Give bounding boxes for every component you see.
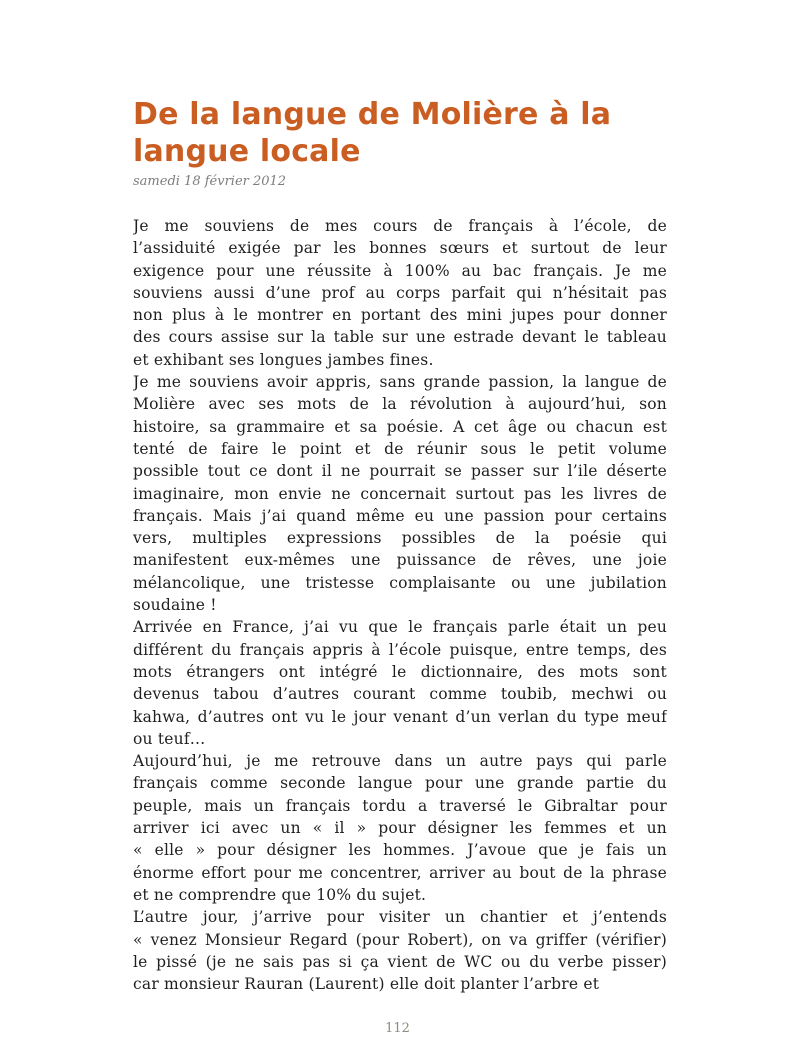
text-line: manifestent eux-mêmes une puissance de rêves, une joie xyxy=(133,551,667,570)
paragraph xyxy=(133,616,667,750)
text-line: imaginaire, mon envie ne concernait surtout pas les livres de xyxy=(133,484,667,503)
paragraph xyxy=(133,215,667,371)
text-line: Je me souviens de mes cours de français à l’école, de xyxy=(133,217,667,235)
text-line: français. Mais j’ai quand même eu une passion pour certains xyxy=(133,506,667,525)
page-number: 112 xyxy=(385,1021,410,1036)
page-content xyxy=(133,96,667,995)
text-line: soudaine ! xyxy=(133,596,217,615)
paragraph xyxy=(133,750,667,906)
text-line: énorme effort pour me concentrer, arriver au bout de la phrase xyxy=(133,863,667,882)
text-line: Aujourd’hui, je me retrouve dans un autre pays qui parle xyxy=(133,752,667,771)
text-line: devenus tabou d’autres courant comme toubib, mechwi ou xyxy=(133,685,667,704)
text-line: vers, multiples expressions possibles de la poésie qui xyxy=(133,529,667,548)
text-line: Je me souviens avoir appris, sans grande passion, la langue de xyxy=(133,373,667,392)
paragraph xyxy=(133,906,667,995)
text-line: mots étrangers ont intégré le dictionnaire, des mots sont xyxy=(133,662,667,681)
text-line: et exhibant ses longues jambes fines. xyxy=(133,350,434,369)
text-line: non plus à le montrer en portant des mini jupes pour donner xyxy=(133,306,667,325)
text-line: peuple, mais un français tordu a traversé le Gibraltar pour xyxy=(133,796,667,815)
text-line: histoire, sa grammaire et sa poésie. A cet âge ou chacun est xyxy=(133,417,667,436)
text-line: des cours assise sur la table sur une estrade devant le tableau xyxy=(133,328,667,347)
text-line: et ne comprendre que 10% du sujet. xyxy=(133,885,427,904)
text-line: exigence pour une réussite à 100% au bac français. Je me xyxy=(133,261,667,280)
text-line: le pissé (je ne sais pas si ça vient de WC ou du verbe pisser) xyxy=(133,952,667,971)
post-date: samedi 18 février 2012 xyxy=(133,174,287,189)
page-title: De la langue de Molière à la langue locale xyxy=(133,97,612,169)
text-line: mélancolique, une tristesse complaisante ou une jubilation xyxy=(133,573,667,592)
text-line: car monsieur Rauran (Laurent) elle doit planter l’arbre et xyxy=(133,975,600,994)
text-line: « venez Monsieur Regard (pour Robert), on va griffer (vérifier) xyxy=(133,930,667,949)
text-line: souviens aussi d’une prof au corps parfait qui n’hésitait pas xyxy=(133,283,667,302)
text-line: Molière avec ses mots de la révolution à aujourd’hui, son xyxy=(133,395,667,414)
text-line: tenté de faire le point et de réunir sous le petit volume xyxy=(133,439,667,458)
article-body xyxy=(133,215,667,995)
text-line: « elle » pour désigner les hommes. J’avoue que je fais un xyxy=(133,841,667,860)
text-line: différent du français appris à l’école puisque, entre temps, des xyxy=(133,640,667,659)
text-line: l’assiduité exigée par les bonnes sœurs et surtout de leur xyxy=(133,239,667,258)
text-line: possible tout ce dont il ne pourrait se passer sur l’ile déserte xyxy=(133,462,667,481)
text-line: ou teuf… xyxy=(133,729,206,748)
text-line: kahwa, d’autres ont vu le jour venant d’un verlan du type meuf xyxy=(133,707,667,726)
text-line: L’autre jour, j’arrive pour visiter un chantier et j’entends xyxy=(133,908,667,927)
text-line: arriver ici avec un « il » pour désigner les femmes et un xyxy=(133,819,667,838)
paragraph xyxy=(133,371,667,616)
text-line: français comme seconde langue pour une grande partie du xyxy=(133,774,667,793)
text-line: Arrivée en France, j’ai vu que le français parle était un peu xyxy=(133,618,667,637)
